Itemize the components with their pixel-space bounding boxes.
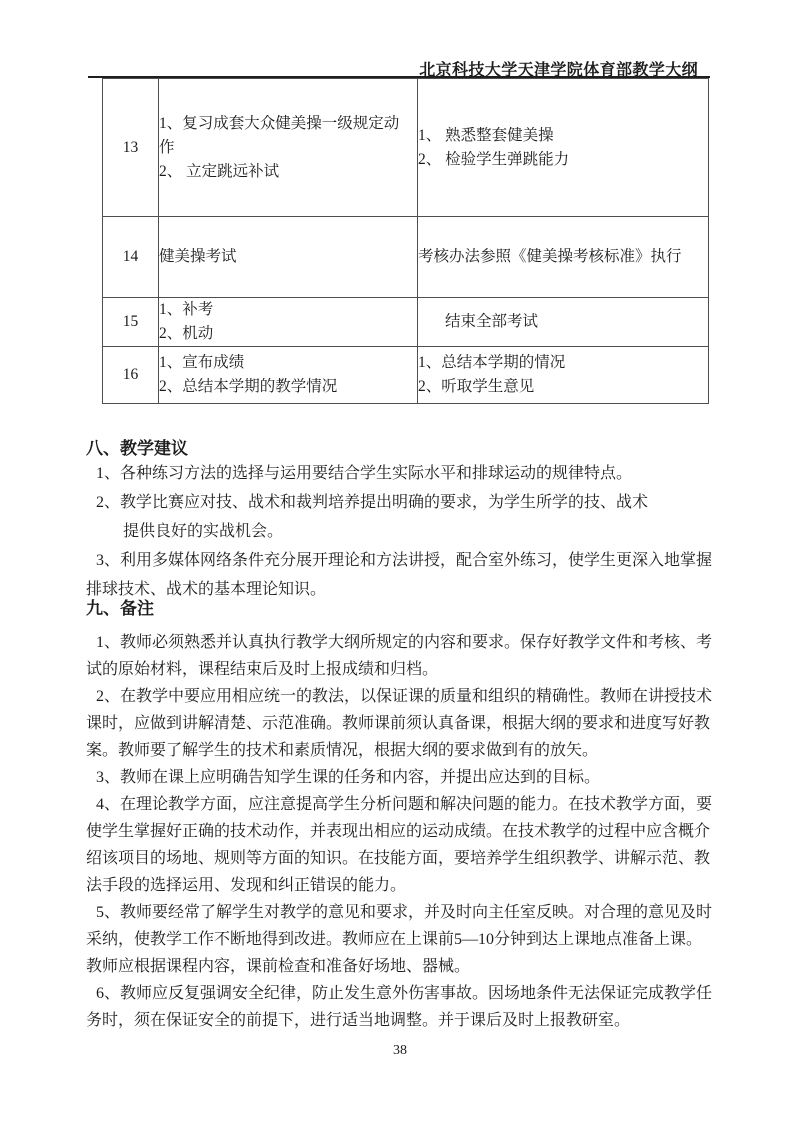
body-line: 教师应根据课程内容，课前检查和准备好场地、器械。 — [86, 958, 471, 975]
goal-line: 2、听取学生意见 — [418, 378, 535, 395]
table-row — [103, 347, 709, 404]
goals-cell — [418, 298, 709, 347]
body-line: 试的原始材料，课程结束后及时上报成绩和归档。 — [86, 661, 439, 678]
task-line: 作 — [159, 138, 175, 156]
goal-line: 1、总结本学期的情况 — [418, 354, 566, 371]
tasks-cell — [159, 79, 418, 217]
body-line: 课时，应做到讲解清楚、示范准确。教师课前须认真备课，根据大纲的要求和进度写好教 — [86, 715, 711, 732]
goals-cell — [418, 79, 709, 217]
body-line: 4、在理论教学方面，应注意提高学生分析问题和解决问题的能力。在技术教学方面，要 — [96, 796, 713, 813]
table-row — [103, 298, 709, 347]
table-row — [103, 217, 709, 298]
tasks-cell — [159, 298, 418, 347]
body-line: 排球技术、战术的基本理论知识。 — [86, 581, 327, 598]
body-line: 3、教师在课上应明确告知学生课的任务和内容，并提出应达到的目标。 — [96, 769, 601, 786]
task-line: 1、宣布成绩 — [159, 354, 245, 371]
body-line: 务时，须在保证安全的前提下，进行适当地调整。并于课后及时上报教研室。 — [86, 1012, 631, 1029]
tasks-cell — [159, 347, 418, 404]
task-line: 1、复习成套大众健美操一级规定动 — [159, 114, 400, 132]
section-body-remarks — [86, 629, 712, 1034]
goal-line: 1、 熟悉整套健美操 — [418, 126, 554, 144]
goals-cell — [418, 347, 709, 404]
section-heading-remarks: 九、备注 — [86, 599, 154, 618]
body-line: 5、教师要经常了解学生对教学的意见和要求，并及时向主任室反映。对合理的意见及时 — [96, 904, 713, 921]
week-number-cell: 14 — [103, 217, 159, 298]
body-line: 1、教师必须熟悉并认真执行教学大纲所规定的内容和要求。保存好教学文件和考核、考 — [96, 634, 713, 651]
body-line: 1、各种练习方法的选择与运用要结合学生实际水平和排球运动的规律特点。 — [96, 465, 633, 482]
body-line: 提供良好的实战机会。 — [123, 523, 284, 540]
section-heading-teaching-suggestions: 八、教学建议 — [86, 439, 188, 458]
body-line: 采纳，使教学工作不断地得到改进。教师应在上课前5—10分钟到达上课地点准备上课。 — [86, 931, 703, 948]
body-line: 绍该项目的场地、规则等方面的知识。在技能方面，要培养学生组织教学、讲解示范、教 — [86, 850, 711, 867]
body-line: 使学生掌握好正确的技术动作，并表现出相应的运动成绩。在技术教学的过程中应含概介 — [86, 823, 711, 840]
body-line: 案。教师要了解学生的技术和素质情况，根据大纲的要求做到有的放矢。 — [86, 742, 599, 759]
body-line: 3、利用多媒体网络条件充分展开理论和方法讲授，配合室外练习，使学生更深入地掌握 — [96, 552, 713, 569]
body-line: 6、教师应反复强调安全纪律，防止发生意外伤害事故。因场地条件无法保证完成教学任 — [96, 985, 713, 1002]
body-line: 2、在教学中要应用相应统一的教法，以保证课的质量和组织的精确性。教师在讲授技术 — [96, 688, 713, 705]
page-number: 38 — [393, 1043, 407, 1058]
tasks-cell — [159, 217, 418, 298]
week-number-cell: 13 — [103, 79, 159, 217]
week-number-cell: 15 — [103, 298, 159, 347]
goal-line: 结束全部考试 — [445, 313, 539, 330]
task-line: 2、机动 — [159, 325, 214, 342]
table-row — [103, 79, 709, 217]
body-line: 法手段的选择运用、发现和纠正错误的能力。 — [86, 877, 407, 894]
goal-line: 2、 检验学生弹跳能力 — [418, 150, 570, 168]
week-number-cell: 16 — [103, 347, 159, 404]
document-header-title: 北京科技大学天津学院体育部教学大纲 — [419, 62, 698, 79]
task-line: 2、 立定跳远补试 — [159, 162, 280, 180]
goals-cell — [418, 217, 709, 298]
task-line: 1、补考 — [159, 301, 214, 318]
schedule-table — [102, 78, 709, 404]
goal-line: 考核办法参照《健美操考核标准》执行 — [418, 248, 682, 265]
body-line: 2、教学比赛应对技、战术和裁判培养提出明确的要求，为学生所学的技、战术 — [96, 494, 649, 511]
section-body-teaching-suggestions — [86, 459, 712, 604]
task-line: 2、总结本学期的教学情况 — [159, 378, 338, 395]
task-line: 健美操考试 — [159, 248, 237, 265]
